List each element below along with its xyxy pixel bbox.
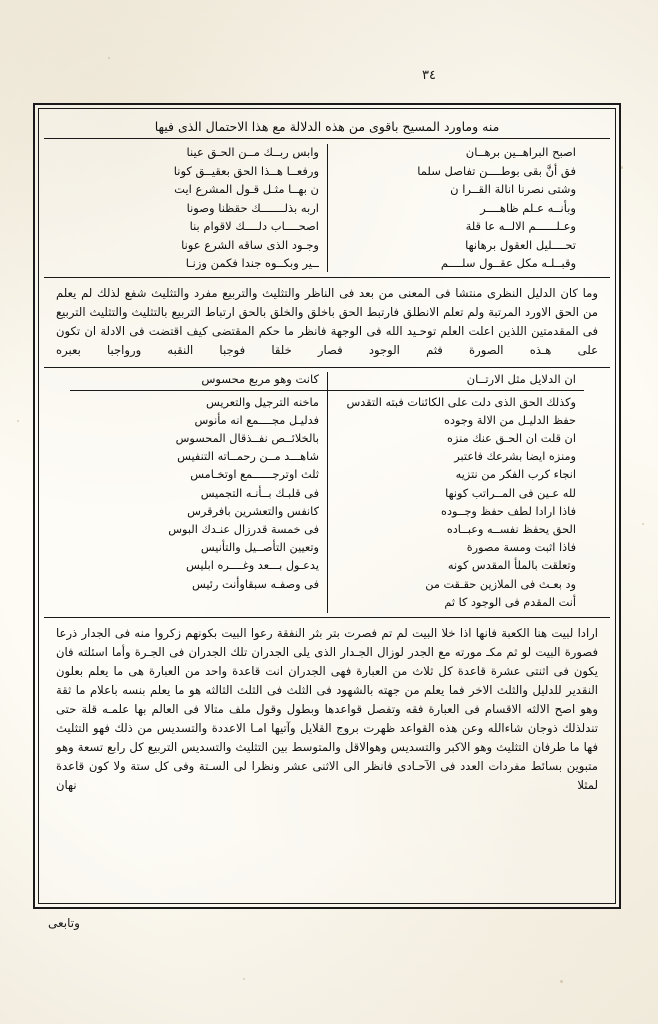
hemistich: اربه بذلـــــــك حقظنا وصونا <box>186 200 319 215</box>
verse-grid-right-column <box>327 394 584 612</box>
hemistich: فق أنَّ بقى بوطــــن تفاصل سلما <box>417 163 576 178</box>
verse-line: وتعيين التأصــيل والتأنيس <box>200 541 319 555</box>
verse-line: يدعـول بـــعد وغــــره ابليس <box>186 559 319 573</box>
hemistich: وابس ربــك مــن الحـق عينا <box>186 145 319 159</box>
hemistich: وشتى نصرنا انالة القــرا ن <box>450 182 576 196</box>
verse-grid-block <box>44 368 610 618</box>
verse-line: انجاء كرب الفكر من نتزيه <box>455 468 576 482</box>
verse-grid-head-left: كانت وهو مربع محسوس <box>201 371 319 386</box>
verse-line: ومنزه ايضا بشرعك فاعتبر <box>454 450 576 464</box>
hemistich: وعـلــــــم الالــه عا قلة <box>465 219 576 233</box>
prose-text: وما كان الدليل النظرى منتشا فى المعنى من بعد فى الناظر والتثليث والتربيع مفرد والتثليث شفع لذلك لم يعلم من الحق الاورد المرتبة ولم تعلم الانطلق فارتبط الحق باخلق والخلق بالحق ارتباط التربيع بالتثليث والتثليث التربيع فى المقدمتين اللذين اعلت العلم توحـيد الله فى الوجهة فانظر ما حكم المقتضى كيف اقتضت فى الادلة ان تكون على هـذه الصورة فثم الوجود فصار خلقا فوجبا النقبه ورواجبا بعبره <box>56 285 598 357</box>
verse-line: أنت المقدم فى الوجود كا ثم <box>444 595 576 609</box>
verse-line: كانفس والتعشرين بافرقرس <box>187 504 319 518</box>
verse-line: لله عـين فى المــراتب كونها <box>445 486 576 500</box>
prose-block-two <box>44 618 610 802</box>
paper-speck <box>560 980 563 983</box>
verse-line: الحق يحفظ نفســه وعبــاده <box>446 522 576 536</box>
verse-line: شاهـــد مــن رحمــاته التنفيس <box>177 450 319 464</box>
paper-speck <box>642 523 644 525</box>
hemistich: اصبح البراهــين برهــان <box>465 145 576 159</box>
poem-right-column <box>327 143 584 273</box>
poem-left-column <box>70 143 327 273</box>
hemistich: وبأنــه عـلم ظاهــــر <box>480 200 576 215</box>
verse-line: فى قلبـك بــأنـه التجميس <box>200 486 319 500</box>
verse-grid-head-right: ان الدلايل مثل الارتــان <box>466 371 576 386</box>
hemistich: وجـود الذى ساقه الشرع عونا <box>181 237 319 252</box>
prose-text: ارادا لبيت هنا الكعبة فانها اذا خلا البيت لم تم فصرت بتر بثر النفقة رعوا البيت بكونهم زكروا منه فى الجدار ذرعا فصورة البيت لو ثم مكـ مورته مع الجدر لوزال الجـدار الذى يلى الجدران تلك الجدران فى الجـرة وأما اسئلته فان يكون فى اثنتى عشرة قاعدة كل ثلاث من العبارة فهى الجدران انت قاعدة واحد من العبارة هى ما يعلم بعلون النقدير للدليل والثلث الاخر فما يعلم من جهته بالشهود فى الثلث فى الثلث الثالثه هو ما يعلم بنسه باعلام ما ثقة وهو اصح الالثه الاقسام فى العبارة فقه وتفصل قواعدها وبطول وقول ملف متالا فى العالم بها علمـه قلة حتى تندلذلك ذوجان شاءالله وعن هذه القواعد ظهرت بروج القلايل وآتيها امـا الاعددة والتسديس من ذلك فهو التثليث فها ما طرفان التثليث وهو الاكبر والتسديس وهوالاقل والمتوسط بين التثليث والتسديس التربيع كل رابع تسعة وهو متبوين بسائط مفردات العدد فى الآحـادى فانظر الى الاثنى عشر ونظرا لى السـتة وفى كل ستة ولا كون قاعدة لمثلا نهان <box>56 625 598 792</box>
hemistich: تحــــليل العقول برهانها <box>465 237 576 252</box>
paper-speck <box>108 57 110 59</box>
verse-line: ان قلت ان الحـق عنك منزه <box>447 431 576 445</box>
verse-line: حفظ الدليـل من الالة وجوده <box>444 413 576 427</box>
verse-line: ماخنه الترجيل والتعريس <box>206 395 319 409</box>
paper-speck <box>17 420 19 422</box>
paper-speck <box>243 978 245 980</box>
verse-line: وتعلقت بالملأ المقدس كونه <box>447 559 576 573</box>
verse-line: فدليـل مجــــمع انه مأنوس <box>194 413 319 427</box>
verse-line: فاذا ارادا لطف حفظ وجــوده <box>441 504 576 518</box>
verse-grid-left-column <box>70 394 327 612</box>
verse-line: بالخلائــص نفــذقال المحسوس <box>175 431 319 445</box>
header-line: منه وماورد المسيح باقوى من هذه الدلالة مع هذا الاحتمال الذى فيها <box>44 114 610 139</box>
hemistich: ورفعــا هــذا الحق بعقيــق كونا <box>173 163 319 178</box>
prose-block-one <box>44 278 610 368</box>
verse-line: فاذا اثبت ومسة مصورة <box>466 541 576 555</box>
folio-number: ٣٤ <box>422 68 436 83</box>
hemistich: وقبــلـه مكل عقــول سلــــم <box>440 256 576 270</box>
hemistich: اصحــــاب دلــــك لاقوام بنا <box>189 219 319 233</box>
catchword: وتابعى <box>48 916 80 930</box>
hemistich: ن بهــا مثـل قـول المشرع ايت <box>174 182 319 196</box>
hemistich: ــير وبكــوه جندا فكمن وزنـا <box>185 256 319 270</box>
verse-line: فى وصفـه سبقاوأنت رئيس <box>192 577 319 591</box>
verse-line: ود بعـث فى الملازين حقـقت من <box>425 577 576 591</box>
verse-line: ثلث اوترجــــــمع اوتخـامس <box>190 468 319 482</box>
verse-line: فى خمسة قدرزال عنـدك البوس <box>168 522 319 536</box>
verse-line: وكذلك الحق الذى دلت على الكائنات فبته التقدس <box>346 395 576 409</box>
text-frame <box>33 103 621 909</box>
poem-block-top <box>44 139 610 278</box>
